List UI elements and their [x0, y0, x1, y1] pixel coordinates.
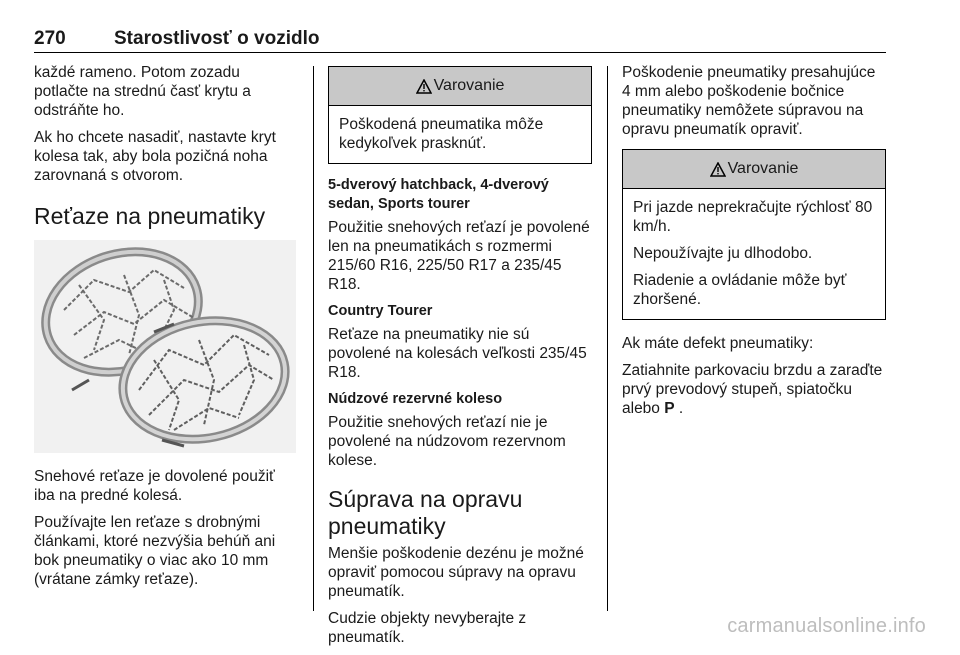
subheading: 5-dverový hatchback, 4-dverový sedan, Sports tourer: [328, 177, 549, 212]
warning-triangle-icon: [416, 79, 432, 94]
warning-text: Poškodená pneumatika môže kedykoľvek prasknúť.: [339, 116, 544, 152]
paragraph: [622, 361, 886, 418]
paragraph: Poškodenie pneumatiky presahujúce 4 mm alebo poškodenie bočnice pneumatiky nemôžete súpravou na opravu pneumatík opraviť.: [622, 64, 876, 138]
paragraph-end: .: [674, 400, 684, 417]
paragraph: Cudzie objekty nevyberajte z pneumatík.: [328, 610, 527, 646]
paragraph: Snehové reťaze je dovolené použiť iba na predné kolesá.: [34, 468, 275, 504]
paragraph: Reťaze na pneumatiky nie sú povolené na kolesách veľkosti 235/45 R18.: [328, 326, 587, 381]
paragraph: Ak ho chcete nasadiť, nastavte kryt kolesa tak, aby bola pozičná noha zarovnaná s otvorom.: [34, 129, 276, 184]
warning-header: [329, 67, 591, 106]
warning-text: Nepoužívajte ju dlhodobo.: [633, 245, 813, 262]
snow-chains-illustration: [34, 240, 296, 453]
subheading: Núdzové rezervné koleso: [328, 391, 503, 407]
paragraph: Ak máte defekt pneumatiky:: [622, 335, 814, 352]
gear-p-label: P: [664, 400, 675, 417]
column-divider: [313, 66, 314, 611]
paragraph: Použitie snehových reťazí je povolené len na pneumatikách s rozmermi 215/60 R16, 225/50 R17 a 235/45 R18.: [328, 219, 590, 293]
chapter-title: Starostlivosť o vozidlo: [114, 28, 320, 49]
watermark: carmanualsonline.info: [727, 615, 926, 637]
paragraph: Použitie snehových reťazí nie je povolené na núdzovom rezervnom kolese.: [328, 414, 566, 469]
section-heading-snow-chains: Reťaze na pneumatiky: [34, 203, 266, 229]
warning-triangle-icon: [710, 162, 726, 177]
paragraph: každé rameno. Potom zozadu potlačte na strednú časť krytu a odstráňte ho.: [34, 64, 251, 119]
paragraph-text: Zatiahnite parkovaciu brzdu a zaraďte prvý prevodový stupeň, spiatočku alebo: [622, 362, 883, 417]
warning-box: [622, 149, 886, 320]
warning-title: Varovanie: [433, 77, 505, 94]
page-header: [34, 26, 886, 53]
column-middle: [328, 66, 592, 655]
section-heading-tyre-repair-kit: Súprava na opravu pneumatiky: [328, 486, 523, 539]
warning-box: [328, 66, 592, 164]
warning-header: [623, 150, 885, 189]
subheading: Country Tourer: [328, 303, 433, 319]
warning-title: Varovanie: [727, 160, 799, 177]
paragraph: Používajte len reťaze s drobnými článkami, ktoré nezvýšia behúň ani bok pneumatiky o viac ako 10 mm (vrátane zámky reťaze).: [34, 514, 276, 588]
column-divider: [607, 66, 608, 611]
column-left: [34, 63, 296, 597]
page-number: 270: [34, 28, 66, 49]
paragraph: Menšie poškodenie dezénu je možné opraviť pomocou súpravy na opravu pneumatík.: [328, 545, 584, 600]
warning-text: Pri jazde neprekračujte rýchlosť 80 km/h.: [633, 199, 873, 235]
column-right: [622, 63, 886, 426]
warning-text: Riadenie a ovládanie môže byť zhoršené.: [633, 272, 847, 308]
